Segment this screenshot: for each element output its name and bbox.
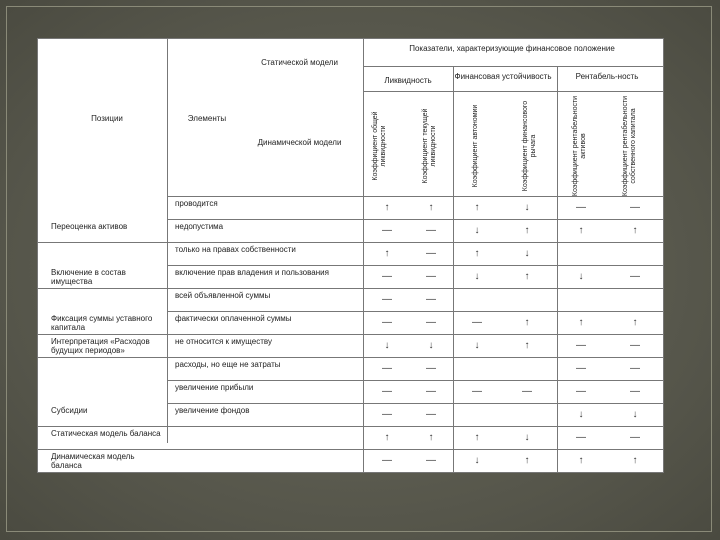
row-position: Переоценка активов [51,222,128,231]
table-cell: — [630,340,640,351]
table-cell: ↑ [384,432,390,443]
table-cell: ↓ [474,271,480,282]
grid-line [37,38,664,39]
table-cell: ↑ [428,202,434,213]
col-header-4: Коэффициент финансового рычага [522,100,537,192]
row-element: включение прав владения и пользования [175,268,329,277]
table-cell: ↑ [428,432,434,443]
table-cell: — [426,455,436,466]
table-cell: — [382,386,392,397]
row-divider [37,449,664,450]
table-cell: — [382,455,392,466]
table-cell: — [426,317,436,328]
row-position: Включение в состав имущества [51,268,126,286]
table-cell: ↑ [474,202,480,213]
table-cell: — [630,432,640,443]
table-cell: — [576,432,586,443]
table-cell: ↓ [474,455,480,466]
row-divider [37,288,664,289]
group-stability: Финансовая устойчивость [454,72,552,81]
table-cell: — [630,202,640,213]
table-cell: — [382,294,392,305]
table-cell: — [472,317,482,328]
row-divider [167,311,664,312]
row-element: расходы, но еще не затраты [175,360,281,369]
table-cell: ↓ [632,409,638,420]
table-cell: ↑ [524,455,530,466]
header-elements: Элементы [187,114,227,123]
grid-line [167,38,168,443]
row-position: Динамическая модель баланса [51,452,135,470]
table-cell: ↑ [632,225,638,236]
grid-line [167,196,664,197]
table-cell: ↑ [524,225,530,236]
table-cell: — [382,271,392,282]
table-cell: — [382,363,392,374]
table-cell: — [426,409,436,420]
row-divider [167,380,664,381]
table-cell: — [382,317,392,328]
header-top: Показатели, характеризующие финансовое положение [409,44,615,53]
grid-line [363,66,663,67]
row-divider [167,403,664,404]
col-header-6: Коэффициент рентабельности собственного капитала [622,95,637,197]
group-profitability: Рентабель-ность [575,72,639,81]
table-cell: — [426,225,436,236]
col-header-2: Коэффициент текущей ликвидности [422,108,437,184]
table-cell: ↓ [474,225,480,236]
group-liquidity: Ликвидность [384,76,432,85]
grid-line [453,66,454,472]
row-element: не относится к имуществу [175,337,272,346]
table-cell: ↓ [524,432,530,443]
row-position: Фиксация суммы уставного капитала [51,314,153,332]
table-cell: — [426,363,436,374]
row-element: недопустима [175,222,224,231]
grid-line [363,38,364,472]
table-cell: — [382,409,392,420]
row-position: Интерпретация «Расходов будущих периодов» [51,337,150,355]
table-cell: — [426,248,436,259]
table-cell: ↓ [524,248,530,259]
row-divider [37,426,664,427]
header-dynamic-model: Динамической модели [257,138,342,147]
table-cell: — [426,294,436,305]
table-cell: — [522,386,532,397]
row-element: проводится [175,199,218,208]
table-cell: ↓ [428,340,434,351]
row-divider [37,334,664,335]
row-position: Статическая модель баланса [51,429,161,438]
table-cell: — [576,363,586,374]
table-cell: ↓ [578,271,584,282]
table-cell: ↑ [524,271,530,282]
table-cell: — [630,271,640,282]
table-cell: ↑ [474,248,480,259]
table-cell: ↓ [578,409,584,420]
table-cell: ↓ [474,340,480,351]
row-element: фактически оплаченной суммы [175,314,292,323]
row-element: увеличение прибыли [175,383,254,392]
table-cell: — [472,386,482,397]
row-divider [167,265,664,266]
table-cell: — [382,225,392,236]
table-cell: — [576,202,586,213]
col-header-5: Коэффициент рентабельности активов [572,95,587,197]
table-cell: — [630,363,640,374]
table-cell: ↑ [474,432,480,443]
col-header-3: Коэффициент автономии [472,104,479,188]
table-cell: ↑ [578,317,584,328]
table-cell: ↑ [524,340,530,351]
table-cell: — [576,386,586,397]
table-cell: ↑ [578,225,584,236]
grid-line [557,66,558,472]
table-cell: ↓ [384,340,390,351]
table-cell: ↑ [524,317,530,328]
grid-line [37,38,38,472]
table-cell: ↑ [632,455,638,466]
table-cell: — [576,340,586,351]
table-cell: — [426,386,436,397]
grid-line [363,91,663,92]
table-cell: — [426,271,436,282]
table-cell: ↑ [384,202,390,213]
row-divider [167,219,664,220]
table-page [37,38,664,472]
header-static-model: Статической модели [261,58,338,67]
table-cell: ↑ [632,317,638,328]
table-cell: — [630,386,640,397]
header-positions: Позиции [91,114,123,123]
col-header-1: Коэффициент общей ликвидности [372,111,387,181]
table-cell: ↑ [384,248,390,259]
row-divider [37,242,664,243]
table-cell: ↓ [524,202,530,213]
row-element: увеличение фондов [175,406,250,415]
row-divider [37,357,664,358]
row-element: только на правах собственности [175,245,296,254]
row-position: Субсидии [51,406,88,415]
row-divider [37,472,664,473]
table-cell: ↑ [578,455,584,466]
grid-line [663,38,664,472]
row-element: всей объявленной суммы [175,291,271,300]
